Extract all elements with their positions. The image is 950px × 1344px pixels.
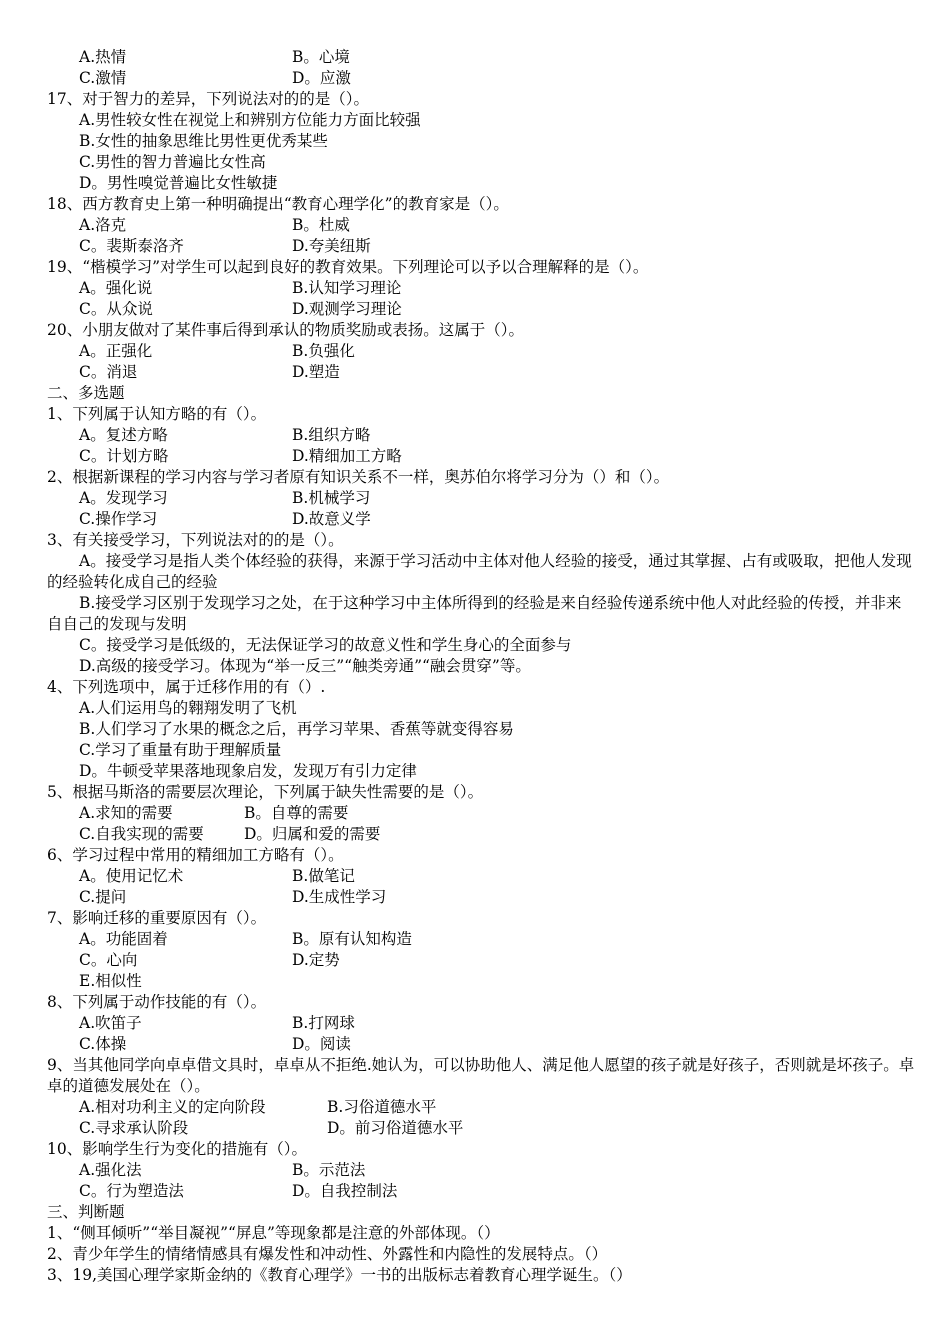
question-stem: 8、下列属于动作技能的有（）。: [47, 993, 267, 1011]
option-paragraph: A。接受学习是指人类个体经验的获得，来源于学习活动中主体对他人经验的接受，通过其掌握、占有或吸取，把他人发现的经验转化成自己的经验: [47, 552, 912, 591]
option-line: C.激情 D。应激: [79, 69, 351, 87]
option-line: C。裴斯泰洛齐 D.夸美纽斯: [79, 237, 371, 255]
option-line: A.洛克 B。杜威: [79, 216, 350, 234]
question-stem: 5、根据马斯洛的需要层次理论，下列属于缺失性需要的是（）。: [47, 783, 484, 801]
question-stem: 10、影响学生行为变化的措施有（）。: [47, 1140, 307, 1158]
option-line: C.寻求承认阶段 D。前习俗道德水平: [79, 1119, 464, 1137]
question-stem: 4、下列选项中，属于迁移作用的有（）.: [47, 678, 326, 696]
question-stem: 17、对于智力的差异，下列说法对的的是（）。: [47, 90, 369, 108]
option-line: C.提问 D.生成性学习: [79, 888, 387, 906]
option-line: D.高级的接受学习。体现为“举一反三”“触类旁通”“融会贯穿”等。: [79, 657, 531, 675]
section-heading: 三、判断题: [47, 1203, 125, 1221]
judge-item: 1、“侧耳倾听”“举目凝视”“屏息”等现象都是注意的外部体现。（）: [47, 1224, 500, 1242]
question-stem: 3、有关接受学习，下列说法对的的是（）。: [47, 531, 344, 549]
section-heading: 二、多选题: [47, 384, 125, 402]
question-stem: 19、“楷模学习”对学生可以起到良好的教育效果。下列理论可以予以合理解释的是（）。: [47, 258, 649, 276]
option-line: D。男性嗅觉普遍比女性敏捷: [79, 174, 278, 192]
option-line: A.相对功利主义的定向阶段 B.习俗道德水平: [79, 1098, 437, 1116]
option-line: A.人们运用鸟的翱翔发明了飞机: [79, 699, 297, 717]
option-line: C。消退 D.塑造: [79, 363, 340, 381]
question-stem: 18、西方教育史上第一种明确提出“教育心理学化”的教育家是（）。: [47, 195, 509, 213]
judge-item: 3、19,美国心理学家斯金纳的《教育心理学》一书的出版标志着教育心理学诞生。（）: [47, 1266, 632, 1284]
option-line: A。复述方略 B.组织方略: [79, 426, 371, 444]
option-line: A。正强化 B.负强化: [79, 342, 355, 360]
option-line: A。发现学习 B.机械学习: [79, 489, 371, 507]
option-line: C。从众说 D.观测学习理论: [79, 300, 402, 318]
question-stem: 7、影响迁移的重要原因有（）。: [47, 909, 267, 927]
option-line: C。计划方略 D.精细加工方略: [79, 447, 402, 465]
option-line: A.男性较女性在视觉上和辨别方位能力方面比较强: [79, 111, 421, 129]
question-stem: 20、小朋友做对了某件事后得到承认的物质奖励或表扬。这属于（）。: [47, 321, 524, 339]
question-stem: 2、根据新课程的学习内容与学习者原有知识关系不一样，奥苏伯尔将学习分为（）和（）。: [47, 468, 670, 486]
option-line: A。使用记忆术 B.做笔记: [79, 867, 355, 885]
option-line: A。强化说 B.认知学习理论: [79, 279, 402, 297]
option-line: A.热情 B。心境: [79, 48, 350, 66]
option-line: C。行为塑造法 D。自我控制法: [79, 1182, 398, 1200]
option-line: C.学习了重量有助于理解质量: [79, 741, 282, 759]
question-stem: 1、下列属于认知方略的有（）。: [47, 405, 267, 423]
option-line: E.相似性: [79, 972, 142, 990]
option-line: C。心向 D.定势: [79, 951, 340, 969]
question-stem: 6、学习过程中常用的精细加工方略有（）。: [47, 846, 344, 864]
option-line: C.男性的智力普遍比女性高: [79, 153, 266, 171]
option-line: A。功能固着 B。原有认知构造: [79, 930, 412, 948]
option-line: A.求知的需要 B。自尊的需要: [79, 804, 349, 822]
option-line: C.体操 D。阅读: [79, 1035, 351, 1053]
option-line: C.操作学习 D.故意义学: [79, 510, 371, 528]
option-line: C.自我实现的需要 D。归属和爱的需要: [79, 825, 381, 843]
option-line: A.吹笛子 B.打网球: [79, 1014, 355, 1032]
option-line: B.女性的抽象思维比男性更优秀某些: [79, 132, 328, 150]
question-stem: 9、当其他同学向卓卓借文具时，卓卓从不拒绝.她认为，可以协助他人、满足他人愿望的孩子就是好孩子，否则就是坏孩子。卓卓的道德发展处在（）。: [47, 1056, 915, 1095]
option-line: D。牛顿受苹果落地现象启发，发现万有引力定律: [79, 762, 417, 780]
option-line: C。接受学习是低级的，无法保证学习的故意义性和学生身心的全面参与: [79, 636, 572, 654]
option-line: A.强化法 B。示范法: [79, 1161, 366, 1179]
option-line: B.人们学习了水果的概念之后，再学习苹果、香蕉等就变得容易: [79, 720, 514, 738]
option-paragraph: B.接受学习区别于发现学习之处，在于这种学习中主体所得到的经验是来自经验传递系统中他人对此经验的传授，并非来自自己的发现与发明: [47, 594, 902, 633]
judge-item: 2、青少年学生的情绪情感具有爆发性和冲动性、外露性和内隐性的发展特点。（）: [47, 1245, 608, 1263]
